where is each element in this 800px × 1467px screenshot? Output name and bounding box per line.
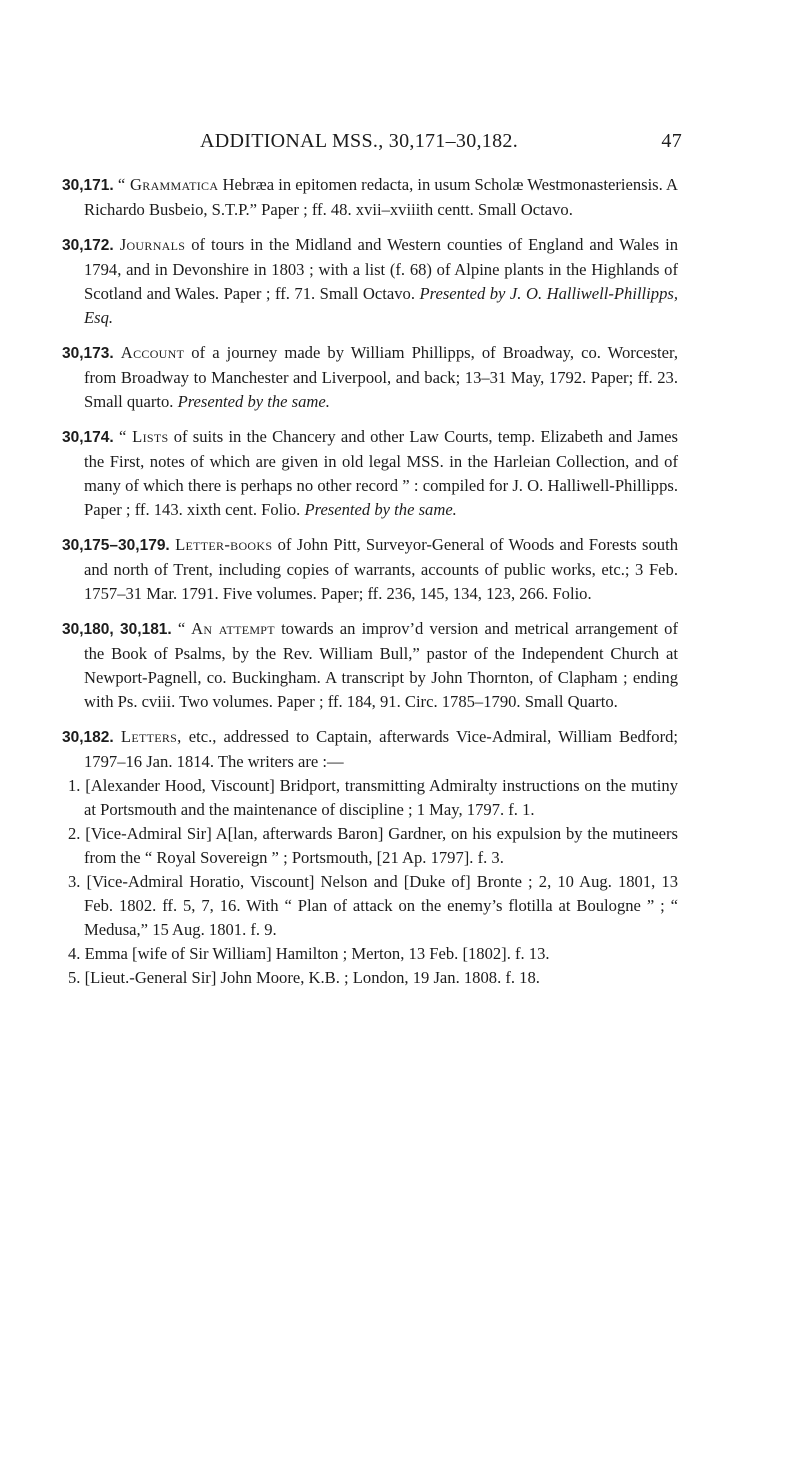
catalogue-entry [62, 173, 678, 222]
entry-text: of tours in the Midland and Western counties of England and Wales in 1794, and in Devonshire in 1803 ; with a list (f. 68) of Alpine plants in the Highlands of Scotland and Wales. Paper ; ff. 71. Small Octavo. [84, 235, 678, 303]
entry-text: towards an improv’d version and metrical arrangement of the Book of Psalms, by the Rev. William Bull,” pastor of the Independent Church at Newport-Pagnell, co. Buckingham. A transcript by John Thornton, of Clapham ; ending with Ps. cviii. Two volumes. Paper ; ff. 184, 91. Circ. 1785–1790. Small Quarto. [84, 619, 678, 711]
catalogue-entry [62, 533, 678, 606]
entry-heading: Letters, [120, 727, 182, 746]
entry-heading: “ Grammatica [117, 175, 219, 194]
entry-number: 30,182. [62, 729, 114, 746]
catalogue-entry [62, 233, 678, 330]
running-title: ADDITIONAL MSS., 30,171–30,182. [200, 130, 519, 152]
catalogue-body [62, 173, 678, 990]
entry-heading: “ An attempt [177, 619, 275, 638]
entry-number: 30,171. [62, 177, 114, 194]
letter-item: 4. Emma [wife of Sir William] Hamilton ; Merton, 13 Feb. [1802]. f. 13. [68, 944, 550, 963]
catalogue-entry [62, 425, 678, 522]
letter-item: 2. [Vice-Admiral Sir] A[lan, afterwards Baron] Gardner, on his expulsion by the mutineers from the “ Royal Sovereign ” ; Portsmouth, [21 Ap. 1797]. f. 3. [68, 824, 678, 867]
entry-heading: Journals [119, 235, 186, 254]
entry-heading: “ Lists [118, 427, 169, 446]
letter-item: 5. [Lieut.-General Sir] John Moore, K.B. ; London, 19 Jan. 1808. f. 18. [68, 968, 540, 987]
entry-provenance: Presented by the same. [304, 500, 457, 519]
entry-number: 30,172. [62, 237, 114, 254]
entry-provenance: Presented by J. O. Halliwell-Phillipps, Esq. [84, 284, 678, 327]
entry-heading: Letter-books [175, 535, 273, 554]
letter-item: 1. [Alexander Hood, Viscount] Bridport, transmitting Admiralty instructions on the mutiny at Portsmouth and the maintenance of discipline ; 1 May, 1797. f. 1. [68, 776, 678, 819]
entry-number: 30,174. [62, 429, 114, 446]
entry-number: 30,173. [62, 345, 114, 362]
entry-number: 30,180, 30,181. [62, 621, 172, 638]
entry-number: 30,175–30,179. [62, 537, 170, 554]
entry-text: of a journey made by William Phillipps, of Broadway, co. Worcester, from Broadway to Manchester and Liverpool, and back; 13–31 May, 1792. Paper; ff. 23. Small quarto. [84, 343, 678, 411]
letter-item: 3. [Vice-Admiral Horatio, Viscount] Nelson and [Duke of] Bronte ; 2, 10 Aug. 1801, 13 Feb. 1802. ff. 5, 7, 16. With “ Plan of attack on the enemy’s flotilla at Boulogne ” ; “ Medusa,” 15 Aug. 1801. f. 9. [68, 872, 678, 939]
entry-provenance: Presented by the same. [177, 392, 330, 411]
entry-text: etc., addressed to Captain, afterwards Vice-Admiral, William Bedford; 1797–16 Jan. 1814. The writers are :— [84, 727, 678, 771]
catalogue-entry [62, 725, 678, 774]
catalogue-entry [62, 341, 678, 414]
entry-text: of suits in the Chancery and other Law Courts, temp. Elizabeth and James the First, notes of which are given in old legal MSS. in the Harleian Collection, and of many of which there is perhaps no other record ” : compiled for J. O. Halliwell-Phillipps. Paper ; ff. 143. xixth cent. Folio. [84, 427, 678, 519]
entry-heading: Account [120, 343, 185, 362]
entry-text: Hebræa in epitomen redacta, in usum Scholæ Westmonasteriensis. A Richardo Busbeio, S.T.P.” Paper ; ff. 48. xvii–xviiith centt. Small Octavo. [84, 175, 679, 219]
page-number: 47 [661, 130, 682, 152]
catalogue-entry [62, 617, 678, 714]
entry-text: of John Pitt, Surveyor-General of Woods and Forests south and north of Trent, including copies of warrants, accounts of public works, etc.; 3 Feb. 1757–31 Mar. 1791. Five volumes. Paper; ff. 236, 145, 134, 123, 266. Folio. [84, 535, 678, 603]
